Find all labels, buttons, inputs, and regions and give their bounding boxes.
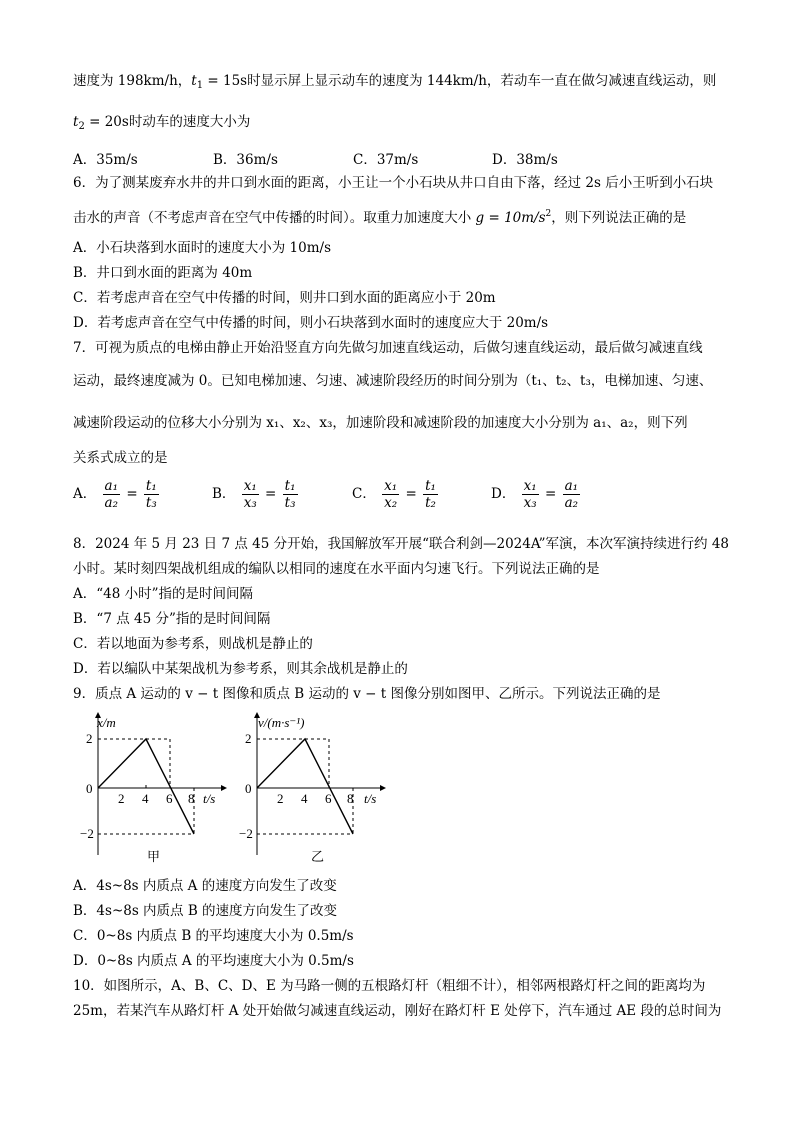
q7-fraction [563, 478, 580, 511]
q8-line-1: 8．2024 年 5 月 23 日 7 点 45 分开始，我国解放军开展“联合利剑—2024A”军演，本次军演持续进行约 48 [73, 536, 729, 552]
graph-a [74, 707, 234, 867]
q5-option-a: A．35m/s [73, 152, 138, 168]
q7-fraction [144, 478, 159, 511]
q5-line-2 [73, 113, 250, 136]
q7-option-label: A． [73, 486, 97, 502]
graph-b-y-tick-pos: 2 [245, 731, 252, 746]
q7-eq: = [265, 486, 277, 502]
q7-fraction [382, 478, 399, 511]
q7-line-3: 减速阶段运动的位移大小分别为 x₁、x₂、x₃，加速阶段和减速阶段的加速度大小分别为 a₁、a₂，则下列 [73, 415, 688, 431]
q7-den: x₃ [523, 495, 537, 511]
q6-option-c: C．若考虑声音在空气中传播的时间，则井口到水面的距离应小于 20m [73, 290, 496, 306]
q10-line-1: 10．如图所示，A、B、C、D、E 为马路一侧的五根路灯杆（粗细不计），相邻两根路灯杆之间的距离均为 [73, 978, 706, 994]
q5-line-1 [73, 72, 716, 95]
graph-a-y-tick-neg: −2 [80, 826, 94, 841]
q8-option-b: B．“7 点 45 分”指的是时间间隔 [73, 611, 271, 627]
q7-fraction [423, 478, 438, 511]
q7-num: a₁ [104, 478, 119, 494]
q9-option-c: C．0~8s 内质点 B 的平均速度大小为 0.5m/s [73, 928, 354, 944]
q9-option-a: A．4s~8s 内质点 A 的速度方向发生了改变 [73, 878, 337, 894]
q7-eq: = [126, 486, 138, 502]
graph-b-origin: 0 [245, 781, 252, 796]
graph-a-caption: 甲 [147, 849, 161, 864]
q7-option-d [491, 478, 582, 511]
q7-den: t₃ [145, 495, 157, 511]
q7-den: t₃ [284, 495, 296, 511]
q6-g-value: g = 10m/s [471, 210, 546, 226]
q7-fraction [103, 478, 120, 511]
q8-option-a: A．“48 小时”指的是时间间隔 [73, 586, 254, 602]
q6-g-sup: 2 [545, 209, 552, 219]
q6-text: 击水的声音（不考虑声音在空气中传播的时间）。取重力加速度大小 [73, 210, 472, 226]
graph-b-x-tick: 6 [325, 791, 332, 806]
graph-a-origin: 0 [86, 781, 93, 796]
q7-option-label: B． [212, 486, 236, 502]
graph-b-y-tick-neg: −2 [239, 826, 253, 841]
q7-den: x₃ [243, 495, 257, 511]
q7-fraction [242, 478, 259, 511]
q6-option-d: D．若考虑声音在空气中传播的时间，则小石块落到水面时的速度应大于 20m/s [73, 315, 549, 331]
graph-a-y-tick-pos: 2 [86, 731, 93, 746]
graph-a-x-label: t/s [203, 791, 216, 806]
q7-den: a₂ [564, 495, 579, 511]
graph-a-x-tick: 4 [142, 791, 149, 806]
q7-fraction [522, 478, 539, 511]
q10-line-2: 25m，若某汽车从路灯杆 A 处开始做匀减速直线运动，刚好在路灯杆 E 处停下，汽车通过 AE 段的总时间为 [73, 1003, 722, 1019]
q5-text: = 15s时显示屏上显示动车的速度为 144km/h，若动车一直在做匀减速直线运动，则 [203, 73, 717, 89]
graph-a-x-tick: 6 [166, 791, 173, 806]
q7-num: x₁ [523, 478, 537, 494]
q9-option-b: B．4s~8s 内质点 B 的速度方向发生了改变 [73, 903, 338, 919]
graph-b-x-tick: 2 [277, 791, 284, 806]
graph-b-plot-line [257, 739, 353, 834]
q7-line-1: 7．可视为质点的电梯由静止开始沿竖直方向先做匀加速直线运动，后做匀速直线运动，最后做匀减速直线 [73, 340, 703, 356]
q7-num: x₁ [243, 478, 257, 494]
q5-t2-sub: 2 [78, 121, 85, 132]
q6-line-1: 6．为了测某废弃水井的井口到水面的距离，小王让一个小石块从井口自由下落，经过 2s 后小王听到小石块 [73, 175, 714, 191]
graph-b-x-label: t/s [364, 791, 377, 806]
q7-den: a₂ [104, 495, 119, 511]
q6-line-2 [73, 205, 686, 227]
q5-option-b: B．36m/s [213, 152, 278, 168]
q6-option-b: B．井口到水面的距离为 40m [73, 265, 253, 281]
q7-den: x₂ [384, 495, 398, 511]
q7-option-label: D． [491, 486, 516, 502]
q8-line-2: 小时。某时刻四架战机组成的编队以相同的速度在水平面内匀速飞行。下列说法正确的是 [73, 561, 600, 577]
q5-t2: t [73, 114, 79, 130]
q7-num: t₁ [145, 478, 157, 494]
q7-fraction [283, 478, 298, 511]
q9-option-d: D．0~8s 内质点 A 的平均速度大小为 0.5m/s [73, 953, 354, 969]
q5-option-c: C．37m/s [353, 152, 419, 168]
q7-option-a [73, 478, 161, 511]
q7-eq: = [544, 486, 557, 502]
q6-option-a: A．小石块落到水面时的速度大小为 10m/s [73, 240, 331, 256]
q5-text: 速度为 198km/h， [73, 73, 192, 89]
graph-b [230, 707, 390, 867]
graph-a-y-label: x/m [97, 715, 116, 730]
q8-option-c: C．若以地面为参考系，则战机是静止的 [73, 636, 313, 652]
q6-text: ，则下列说法正确的是 [551, 210, 687, 226]
q7-option-b [212, 478, 300, 511]
q7-line-4: 关系式成立的是 [73, 450, 168, 466]
q7-num: t₁ [425, 478, 436, 494]
q5-option-d: D．38m/s [492, 152, 558, 168]
graph-b-caption: 乙 [311, 849, 325, 864]
q9-line-1: 9．质点 A 运动的 v − t 图像和质点 B 运动的 v − t 图像分别如图甲、乙所示。下列说法正确的是 [73, 686, 661, 702]
q5-t1: t [191, 73, 197, 89]
graph-b-y-label: v/(m·s⁻¹) [258, 715, 305, 730]
graph-a-x-tick: 8 [188, 791, 195, 806]
graph-b-x-tick: 4 [301, 791, 308, 806]
q8-option-d: D．若以编队中某架战机为参考系，则其余战机是静止的 [73, 661, 408, 677]
q7-line-2: 运动，最终速度减为 0。已知电梯加速、匀速、减速阶段经历的时间分别为（t₁、t₂、t₃，电梯加速、匀速、 [73, 373, 713, 389]
graph-a-x-tick: 2 [118, 791, 125, 806]
q5-t1-sub: 1 [196, 80, 204, 91]
q7-num: t₁ [284, 478, 296, 494]
q5-text: = 20s时动车的速度大小为 [84, 114, 251, 130]
q7-eq: = [405, 486, 417, 502]
q7-option-c [352, 478, 440, 511]
q7-option-label: C． [352, 486, 376, 502]
q7-num: a₁ [564, 478, 579, 494]
q7-num: x₁ [384, 478, 398, 494]
q7-den: t₂ [425, 495, 436, 511]
graph-b-x-tick: 8 [347, 791, 354, 806]
